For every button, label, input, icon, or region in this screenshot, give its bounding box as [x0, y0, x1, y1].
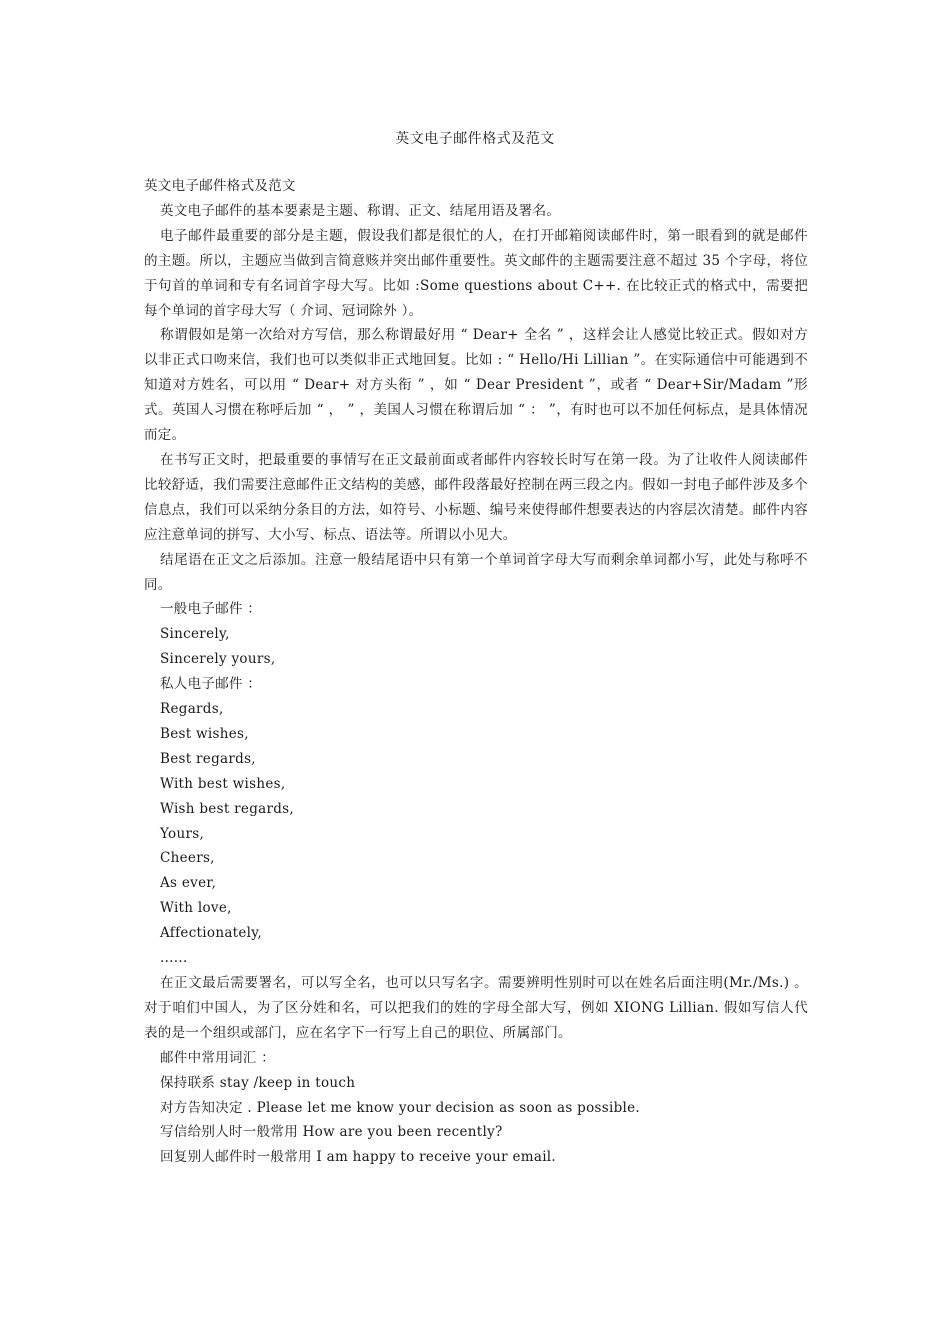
closing-item: With best wishes,	[160, 775, 286, 792]
paragraph-basic-elements: 英文电子邮件的基本要素是主题、称谓、正文、结尾用语及署名。	[160, 202, 561, 219]
vocab-item: 写信给别人时一般常用 How are you been recently?	[160, 1124, 503, 1141]
paragraph-salutation: 称谓假如是第一次给对方写信，那么称谓最好用 “ Dear+ 全名 ” ，这样会让人感觉比较正式。假如对方以非正式口吻来信，我们也可以类似非正式地回复。比如 : “ Hello/Hi Lillian ”。在实际通信中可能遇到不知道对方姓名，可以用 “ Dear+ 对方头衔 ” ，如 “ Dear President ”，或者 “ Dear+Sir/Madam ”形式。英国人习惯在称呼后加 “ ， ” ，美国人习惯在称谓后加 “ ： ”，有时也可以不加任何标点，是具体情况而定。	[144, 327, 808, 444]
closing-item: Yours,	[160, 825, 205, 842]
paragraph-body-writing: 在书写正文时，把最重要的事情写在正文最前面或者邮件内容较长时写在第一段。为了让收件人阅读邮件比较舒适，我们需要注意邮件正文结构的美感，邮件段落最好控制在两三段之内。假如一封电子邮件涉及多个信息点，我们可以采纳分条目的方法，如符号、小标题、编号来使得邮件想要表达的内容层次清楚。邮件内容应注意单词的拼写、大小写、标点、语法等。所谓以小见大。	[144, 451, 808, 543]
closing-item: Best wishes,	[160, 725, 249, 742]
paragraph-closing: 结尾语在正文之后添加。注意一般结尾语中只有第一个单词首字母大写而剩余单词都小写，此处与称呼不同。	[144, 551, 808, 593]
closing-item: Wish best regards,	[160, 800, 294, 817]
paragraph-subject: 电子邮件最重要的部分是主题，假设我们都是很忙的人，在打开邮箱阅读邮件时，第一眼看到的就是邮件的主题。所以，主题应当做到言简意赅并突出邮件重要性。英文邮件的主题需要注意不超过 35 个字母，将位于句首的单词和专有名词首字母大写。比如 :Some questions about C++. 在比较正式的格式中，需要把每个单词的首字母大写（ 介词、冠词除外 ）。	[144, 227, 808, 319]
paragraph-signature: 在正文最后需要署名，可以写全名，也可以只写名字。需要辨明性别时可以在姓名后面注明(Mr./Ms.) 。对于咱们中国人，为了区分姓和名，可以把我们的姓的字母全部大写，例如 XIONG Lillian. 假如写信人代表的是一个组织或部门，应在名字下一行写上自己的职位、所属部门。	[144, 975, 808, 1041]
closing-item: Sincerely,	[160, 626, 230, 643]
body-heading: 英文电子邮件格式及范文	[144, 178, 296, 194]
vocab-item: 保持联系 stay /keep in touch	[160, 1074, 356, 1091]
closing-item: With love,	[160, 900, 232, 917]
closing-item: Affectionately,	[160, 925, 263, 942]
document-title: 英文电子邮件格式及范文	[395, 131, 555, 147]
document-body	[144, 174, 808, 1170]
general-email-label: 一般电子邮件 ：	[160, 601, 262, 618]
vocab-label: 邮件中常用词汇 ：	[160, 1049, 275, 1066]
closing-item: As ever,	[160, 875, 217, 892]
personal-email-label: 私人电子邮件 ：	[160, 676, 262, 693]
closing-item: Sincerely yours,	[160, 651, 276, 668]
closing-ellipsis: ......	[160, 950, 188, 967]
vocab-item: 回复别人邮件时一般常用 I am happy to receive your email.	[160, 1149, 557, 1166]
vocab-item: 对方告知决定 . Please let me know your decision as soon as possible.	[160, 1099, 641, 1116]
closing-item: Best regards,	[160, 750, 256, 767]
closing-item: Cheers,	[160, 850, 215, 867]
closing-item: Regards,	[160, 701, 224, 718]
